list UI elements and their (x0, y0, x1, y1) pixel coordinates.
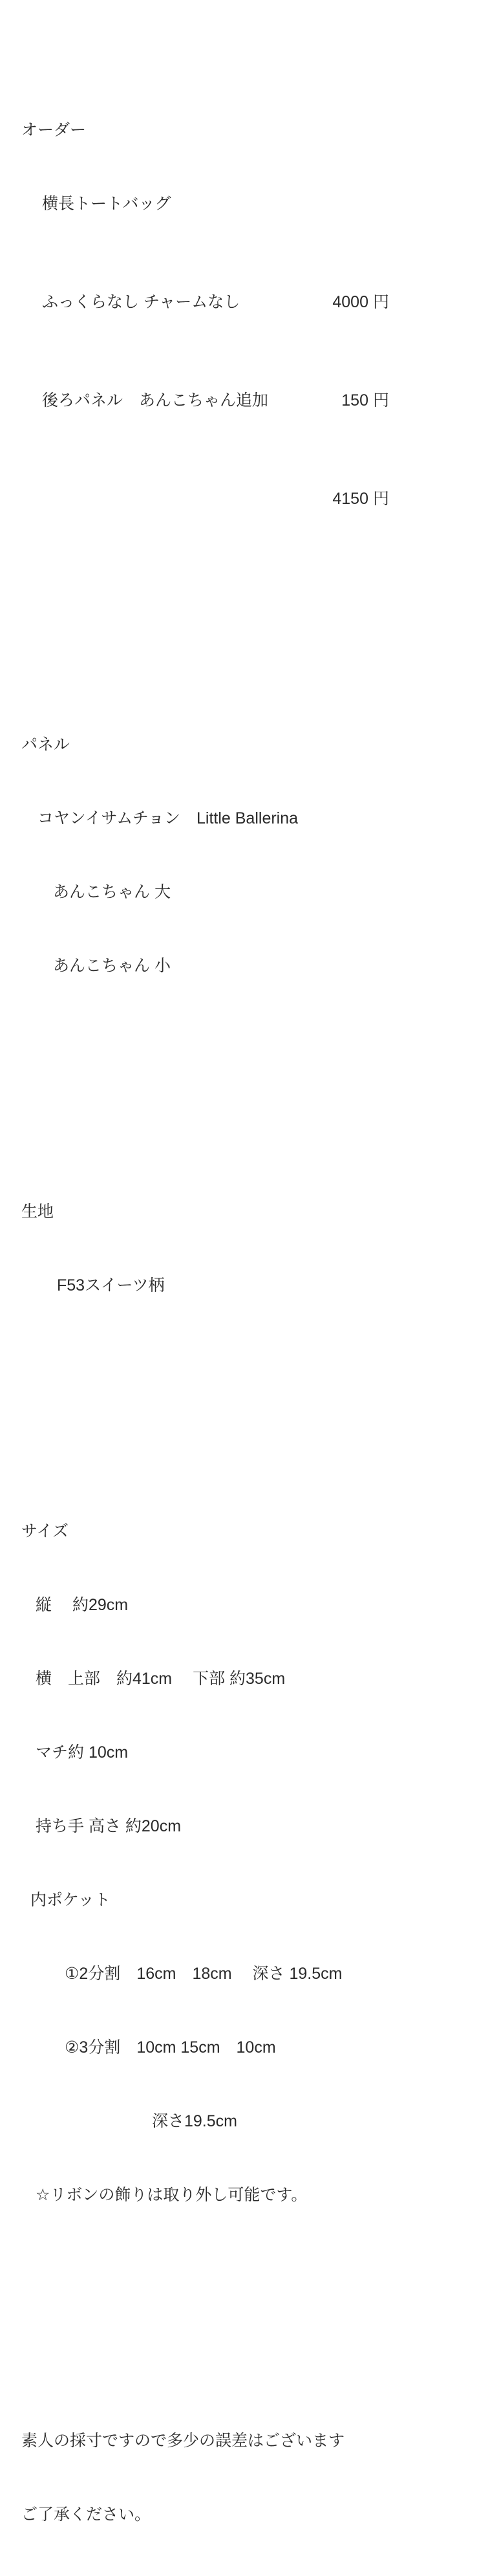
order-total-price (332, 486, 389, 511)
order-line-item (42, 290, 389, 314)
panel-item: コヤンイサムチョン Little Ballerina (37, 809, 299, 827)
pocket-depth-line: 深さ19.5cm (152, 2112, 237, 2130)
fabric-item: F53スイーツ柄 (57, 1276, 165, 1294)
size-height-line: 縦 約29cm (36, 1596, 129, 1614)
order-product: 横長トートバッグ (42, 195, 171, 213)
section-spacer (21, 2281, 486, 2330)
disclaimer-line-2: ご了承ください。 (21, 2505, 151, 2524)
disclaimer-line-1: 素人の採寸ですので多少の誤差はございます (21, 2432, 345, 2450)
panel-item: あんこちゃん 大 (53, 883, 171, 901)
price-amount: 150 (341, 391, 368, 409)
size-handle-line: 持ち手 高さ 約20cm (36, 1817, 182, 1835)
order-total-row (42, 486, 389, 511)
pocket-row: ①2分割 16cm 18cm 深さ 19.5cm (65, 1965, 343, 1983)
section-spacer (21, 585, 486, 634)
price-unit: 円 (372, 490, 389, 508)
price-unit: 円 (372, 293, 389, 311)
inner-pocket-heading: 内ポケット (30, 1891, 111, 1909)
order-item-label: 後ろパネル あんこちゃん追加 (42, 391, 269, 409)
fabric-heading: 生地 (21, 1203, 54, 1221)
panel-heading: パネル (21, 736, 70, 754)
order-item-price (341, 388, 389, 413)
panel-item: あんこちゃん 小 (53, 957, 171, 975)
price-amount: 4000 (332, 293, 368, 311)
price-amount: 4150 (332, 490, 368, 508)
section-spacer (21, 1052, 486, 1101)
ribbon-note: ☆リボンの飾りは取り外し可能です。 (36, 2186, 308, 2204)
size-width-line: 横 上部 約41cm 下部 約35cm (36, 1670, 286, 1688)
pocket-row: ②3分割 10cm 15cm 10cm (65, 2038, 276, 2057)
order-item-price (332, 290, 389, 314)
size-gusset-line: マチ約 10cm (36, 1743, 129, 1762)
price-unit: 円 (372, 391, 389, 409)
order-line-item (42, 388, 389, 413)
order-heading: オーダー (21, 121, 87, 139)
order-item-label: ふっくらなし チャームなし (42, 293, 240, 311)
section-spacer (21, 1371, 486, 1421)
size-heading: サイズ (21, 1522, 69, 1540)
